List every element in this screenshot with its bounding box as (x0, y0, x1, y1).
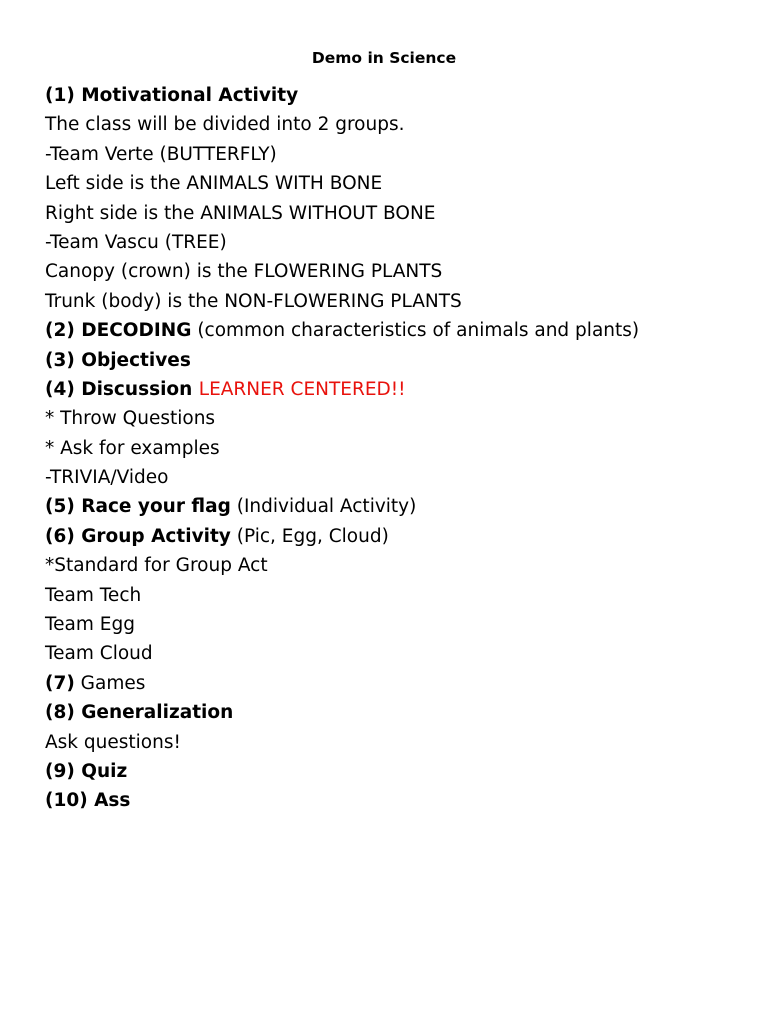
body-text: -Team Verte (BUTTERFLY) (45, 143, 277, 165)
document-line (45, 698, 765, 727)
document-line (45, 228, 765, 257)
body-text: (common characteristics of animals and plants) (191, 320, 640, 342)
body-text: Team Tech (45, 584, 142, 606)
document-line (45, 140, 765, 169)
body-text: Team Egg (45, 614, 135, 636)
document-line (45, 169, 765, 198)
document-line (45, 786, 765, 815)
document-line (45, 81, 765, 110)
document-line (45, 551, 765, 580)
body-text: Games (74, 672, 146, 694)
document-line (45, 522, 765, 551)
document-line (45, 669, 765, 698)
body-text: Ask questions! (45, 731, 181, 753)
document-line (45, 346, 765, 375)
document-line (45, 757, 765, 786)
body-text: *Standard for Group Act (45, 555, 268, 577)
document-line (45, 728, 765, 757)
document-line (45, 434, 765, 463)
bold-heading-text: (8) Generalization (45, 702, 234, 724)
body-text: Left side is the ANIMALS WITH BONE (45, 173, 383, 195)
body-text: Right side is the ANIMALS WITHOUT BONE (45, 202, 436, 224)
bold-heading-text: (9) Quiz (45, 760, 128, 782)
document-line (45, 581, 765, 610)
document-line (45, 199, 765, 228)
bold-heading-text: (2) DECODING (45, 320, 192, 342)
document-title: Demo in Science (311, 49, 457, 67)
body-text: * Throw Questions (45, 408, 216, 430)
document-line (45, 110, 765, 139)
body-text: Team Cloud (45, 643, 153, 665)
bold-heading-text: (3) Objectives (45, 349, 191, 371)
highlight-text: LEARNER CENTERED!! (198, 378, 406, 400)
body-text: -TRIVIA/Video (45, 467, 169, 489)
body-text: (Pic, Egg, Cloud) (230, 525, 389, 547)
document-line (45, 639, 765, 668)
body-text: Canopy (crown) is the FLOWERING PLANTS (45, 261, 443, 283)
document-body (45, 81, 765, 816)
body-text: (Individual Activity) (230, 496, 417, 518)
bold-heading-text: (6) Group Activity (45, 525, 231, 547)
body-text: Trunk (body) is the NON-FLOWERING PLANTS (45, 290, 462, 312)
document-line (45, 375, 765, 404)
body-text: The class will be divided into 2 groups. (45, 114, 405, 136)
document-line (45, 257, 765, 286)
document-line (45, 492, 765, 521)
document-line (45, 287, 765, 316)
document-line (45, 316, 765, 345)
body-text: * Ask for examples (45, 437, 220, 459)
document-line (45, 610, 765, 639)
document-line (45, 404, 765, 433)
bold-heading-text: (10) Ass (45, 790, 131, 812)
body-text: -Team Vascu (TREE) (45, 231, 227, 253)
bold-heading-text: (5) Race your flag (45, 496, 231, 518)
bold-heading-text: (4) Discussion (45, 378, 199, 400)
document-line (45, 463, 765, 492)
bold-heading-text: (7) (45, 672, 75, 694)
bold-heading-text: (1) Motivational Activity (45, 85, 299, 106)
